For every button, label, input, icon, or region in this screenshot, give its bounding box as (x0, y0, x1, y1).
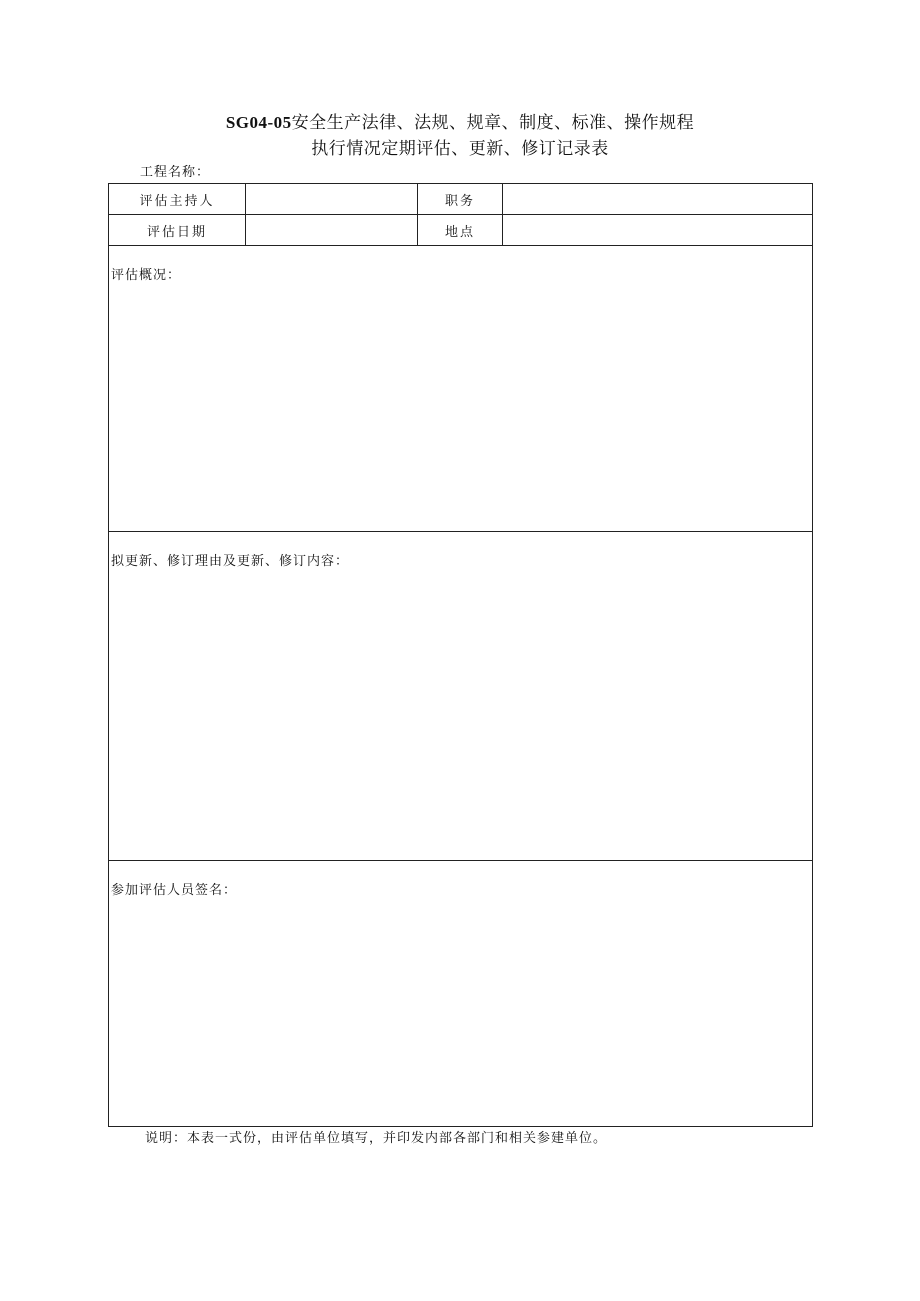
signatures-row (109, 861, 813, 1127)
document-title-line-2: 执行情况定期评估、更新、修订记录表 (311, 139, 609, 159)
overview-section[interactable] (109, 246, 813, 532)
document-title-text: 安全生产法律、法规、规章、制度、标准、操作规程 (291, 113, 695, 133)
overview-label: 评估概况： (111, 268, 182, 283)
revision-label: 拟更新、修订理由及更新、修订内容： (111, 554, 350, 569)
host-label: 评估主持人 (109, 184, 246, 215)
date-label: 评估日期 (109, 215, 246, 246)
revision-section[interactable] (109, 532, 813, 861)
date-row (109, 215, 813, 246)
project-name-label: 工程名称： (140, 165, 211, 180)
document-code: SG04-05 (225, 113, 292, 132)
host-field[interactable] (246, 184, 418, 215)
location-field[interactable] (503, 215, 813, 246)
revision-row (109, 532, 813, 861)
document-title-line-1 (0, 111, 920, 135)
signatures-section[interactable] (109, 861, 813, 1127)
position-label: 职务 (418, 184, 503, 215)
signatures-label: 参加评估人员签名： (111, 883, 238, 898)
footnote: 说明：本表一式份，由评估单位填写，并印发内部各部门和相关参建单位。 (145, 1131, 608, 1146)
date-field[interactable] (246, 215, 418, 246)
host-row (109, 184, 813, 215)
overview-row (109, 246, 813, 532)
record-form-table (108, 183, 813, 1127)
location-label: 地点 (418, 215, 503, 246)
position-field[interactable] (503, 184, 813, 215)
